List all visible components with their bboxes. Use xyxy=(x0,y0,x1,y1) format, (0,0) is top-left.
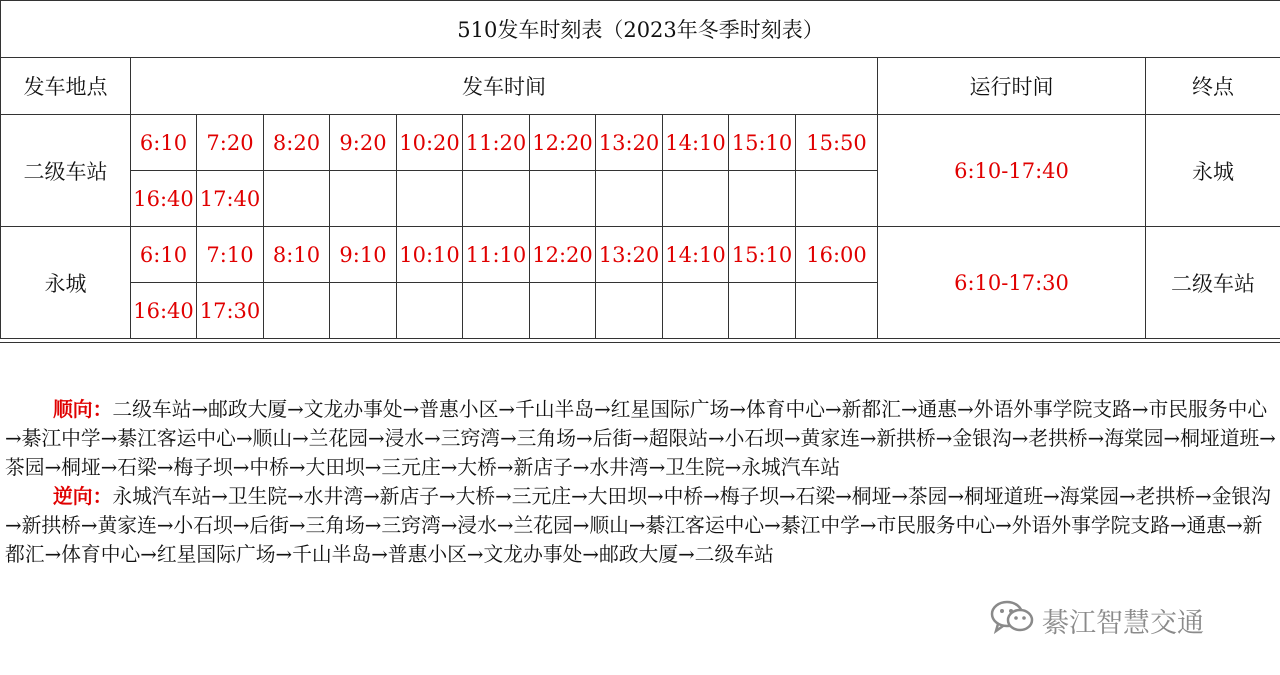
watermark xyxy=(990,600,1204,640)
time-cell: 17:40 xyxy=(197,171,264,227)
time-cell xyxy=(596,283,663,339)
time-cell xyxy=(264,283,330,339)
time-cell: 8:10 xyxy=(264,227,330,283)
time-cell xyxy=(463,171,530,227)
time-cell xyxy=(796,171,878,227)
time-cell: 12:20 xyxy=(530,227,596,283)
time-cell: 13:20 xyxy=(596,227,663,283)
origin-cell: 永城 xyxy=(1,227,131,339)
forward-label: 顺向： xyxy=(53,397,113,421)
time-cell: 11:10 xyxy=(463,227,530,283)
time-cell: 15:10 xyxy=(729,227,796,283)
time-cell: 7:20 xyxy=(197,115,264,171)
time-cell xyxy=(530,283,596,339)
time-cell xyxy=(596,171,663,227)
time-cell: 11:20 xyxy=(463,115,530,171)
time-cell xyxy=(330,283,397,339)
time-cell: 9:10 xyxy=(330,227,397,283)
time-cell xyxy=(729,283,796,339)
reverse-label: 逆向： xyxy=(53,484,113,508)
span-cell: 6:10-17:40 xyxy=(878,115,1146,227)
time-cell xyxy=(796,283,878,339)
terminal-cell: 永城 xyxy=(1146,115,1280,227)
time-cell: 17:30 xyxy=(197,283,264,339)
time-cell xyxy=(729,171,796,227)
header-times: 发车时间 xyxy=(131,58,878,115)
reverse-route xyxy=(5,482,1277,569)
time-cell: 12:20 xyxy=(530,115,596,171)
table-row xyxy=(1,227,1280,283)
reverse-stops: 永城汽车站→卫生院→水井湾→新店子→大桥→三元庄→大田坝→中桥→梅子坝→石梁→桐垭→茶园→桐垭道班→海棠园→老拱桥→金银沟→新拱桥→黄家连→小石坝→后街→三角场→三窍湾→浸水→兰花园→顺山→綦江客运中心→綦江中学→市民服务中心→外语外事学院支路→通惠→新都汇→体育中心→红星国际广场→千山半岛→普惠小区→文龙办事处→邮政大厦→二级车站 xyxy=(5,485,1271,566)
time-cell: 14:10 xyxy=(663,115,729,171)
watermark-text: 綦江智慧交通 xyxy=(1042,607,1204,639)
time-cell: 7:10 xyxy=(197,227,264,283)
time-cell xyxy=(663,171,729,227)
time-cell: 14:10 xyxy=(663,227,729,283)
time-cell: 10:20 xyxy=(397,115,463,171)
time-cell xyxy=(397,171,463,227)
time-cell xyxy=(663,283,729,339)
header-origin: 发车地点 xyxy=(1,58,131,115)
header-terminal: 终点 xyxy=(1146,58,1280,115)
forward-route xyxy=(5,395,1277,482)
time-cell: 6:10 xyxy=(131,115,197,171)
time-cell xyxy=(264,171,330,227)
route-text xyxy=(5,395,1277,569)
table-row xyxy=(1,115,1280,171)
time-cell: 9:20 xyxy=(330,115,397,171)
header-span: 运行时间 xyxy=(878,58,1146,115)
time-cell: 15:10 xyxy=(729,115,796,171)
time-cell: 15:50 xyxy=(796,115,878,171)
forward-stops: 二级车站→邮政大厦→文龙办事处→普惠小区→千山半岛→红星国际广场→体育中心→新都汇→通惠→外语外事学院支路→市民服务中心→綦江中学→綦江客运中心→顺山→兰花园→浸水→三窍湾→三角场→后街→超限站→小石坝→黄家连→新拱桥→金银沟→老拱桥→海棠园→桐垭道班→茶园→桐垭→石梁→梅子坝→中桥→大田坝→三元庄→大桥→新店子→水井湾→卫生院→永城汽车站 xyxy=(5,398,1276,479)
wechat-icon xyxy=(990,600,1034,641)
time-cell: 16:40 xyxy=(131,283,197,339)
time-cell: 6:10 xyxy=(131,227,197,283)
time-cell: 13:20 xyxy=(596,115,663,171)
time-cell: 10:10 xyxy=(397,227,463,283)
time-cell: 16:40 xyxy=(131,171,197,227)
time-cell xyxy=(530,171,596,227)
terminal-cell: 二级车站 xyxy=(1146,227,1280,339)
time-cell: 8:20 xyxy=(264,115,330,171)
time-cell xyxy=(463,283,530,339)
page-title: 510发车时刻表（2023年冬季时刻表） xyxy=(1,1,1280,58)
time-cell xyxy=(397,283,463,339)
time-cell: 16:00 xyxy=(796,227,878,283)
time-cell xyxy=(330,171,397,227)
origin-cell: 二级车站 xyxy=(1,115,131,227)
span-cell: 6:10-17:30 xyxy=(878,227,1146,339)
